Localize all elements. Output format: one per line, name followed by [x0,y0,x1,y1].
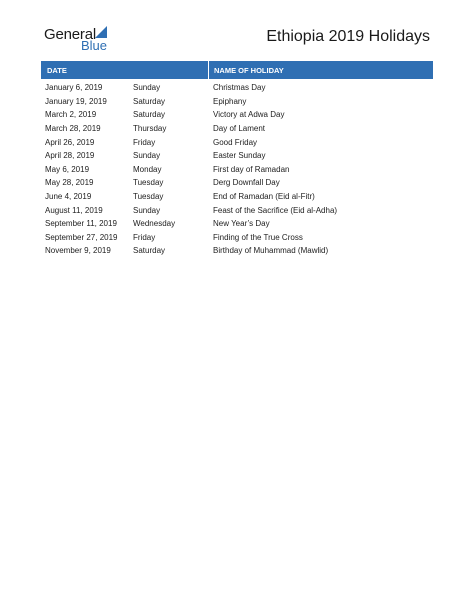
logo-text-general: General [44,26,96,43]
page-title: Ethiopia 2019 Holidays [266,28,430,45]
cell-holiday: Christmas Day [213,83,266,93]
cell-date: June 4, 2019 [45,192,92,202]
cell-date: March 2, 2019 [45,110,97,120]
table-row [41,176,433,190]
cell-date: April 26, 2019 [45,137,95,147]
cell-holiday: New Year’s Day [213,219,270,229]
table-header [41,61,433,79]
cell-holiday: End of Ramadan (Eid al-Fitr) [213,192,315,202]
cell-day: Saturday [133,96,166,106]
holiday-table [41,61,433,258]
cell-date: November 9, 2019 [45,246,111,256]
cell-day: Monday [133,164,162,174]
cell-holiday: Finding of the True Cross [213,232,303,242]
cell-holiday: Day of Lament [213,124,266,134]
cell-holiday: Epiphany [213,96,247,106]
cell-date: March 28, 2019 [45,124,101,134]
logo [44,26,114,54]
table-row [41,122,433,136]
cell-date: May 6, 2019 [45,164,90,174]
table-row [41,231,433,245]
cell-day: Saturday [133,246,166,256]
cell-day: Tuesday [133,192,164,202]
cell-holiday: Derg Downfall Day [213,178,280,188]
logo-triangle-icon [93,26,107,38]
table-row [41,190,433,204]
cell-date: May 28, 2019 [45,178,94,188]
table-row [41,217,433,231]
cell-date: April 28, 2019 [45,151,95,161]
cell-holiday: Feast of the Sacrifice (Eid al-Adha) [213,205,338,215]
cell-holiday: Victory at Adwa Day [213,110,285,120]
cell-day: Sunday [133,151,161,161]
cell-day: Wednesday [133,219,176,229]
cell-date: January 6, 2019 [45,83,103,93]
header-holiday-name: NAME OF HOLIDAY [214,65,284,75]
cell-day: Tuesday [133,178,164,188]
cell-holiday: Good Friday [213,137,258,147]
table-row [41,203,433,217]
cell-date: January 19, 2019 [45,96,107,106]
table-row [41,244,433,258]
table-row [41,81,433,95]
table-row [41,108,433,122]
table-row [41,149,433,163]
table-row [41,163,433,177]
cell-day: Sunday [133,205,161,215]
cell-holiday: Easter Sunday [213,151,266,161]
table-row [41,135,433,149]
header-date: DATE [47,65,67,75]
cell-day: Thursday [133,124,167,134]
cell-day: Sunday [133,83,161,93]
cell-holiday: Birthday of Muhammad (Mawlid) [213,246,329,256]
logo-text-blue: Blue [81,38,108,53]
cell-day: Friday [133,137,156,147]
table-row [41,95,433,109]
cell-date: September 11, 2019 [45,219,117,229]
cell-date: August 11, 2019 [45,205,103,215]
cell-day: Friday [133,232,156,242]
cell-holiday: First day of Ramadan [213,164,290,174]
cell-day: Saturday [133,110,166,120]
table-body [41,79,433,258]
cell-date: September 27, 2019 [45,232,118,242]
